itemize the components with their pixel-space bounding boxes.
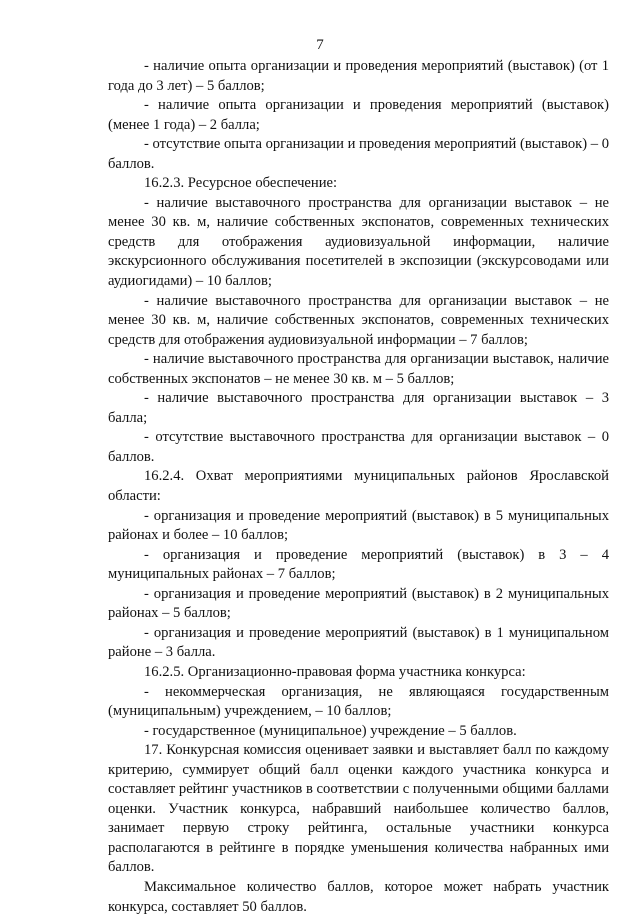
page-number: 7 — [316, 37, 324, 53]
paragraph-coverage-7-points: - организация и проведение мероприятий (выставок) в 3 – 4 муниципальных районах – 7 баллов; — [108, 546, 609, 583]
paragraph-max-points: Максимальное количество баллов, которое может набрать участник конкурса, составляет 50 баллов. — [108, 878, 609, 915]
paragraph-resources-10-points: - наличие выставочного пространства для организации выставок – не менее 30 кв. м, наличие собственных экспонатов, современных технических средств для отображения аудиовизуальной информации, наличие экскурсионного обслуживания посетителей в экспозиции (экскурсоводами или аудиогидами) – 10 баллов; — [108, 194, 609, 290]
paragraph-experience-1-3-years: - наличие опыта организации и проведения мероприятий (выставок) (от 1 года до 3 лет) – 5 баллов; — [108, 58, 609, 94]
section-heading-16-2-4: 16.2.4. Охват мероприятиями муниципальных районов Ярославской области: — [108, 468, 609, 505]
paragraph-resources-0-points: - отсутствие выставочного пространства для организации выставок – 0 баллов. — [108, 429, 609, 465]
paragraph-coverage-10-points: - организация и проведение мероприятий (выставок) в 5 муниципальных районах и более – 10 баллов; — [108, 507, 609, 544]
paragraph-resources-3-points: - наличие выставочного пространства для организации выставок – 3 балла; — [108, 390, 609, 426]
paragraph-experience-under-1-year: - наличие опыта организации и проведения мероприятий (выставок) (менее 1 года) – 2 балла; — [108, 97, 609, 133]
section-heading-16-2-3: 16.2.3. Ресурсное обеспечение: — [144, 175, 338, 192]
section-heading-16-2-5: 16.2.5. Организационно-правовая форма участника конкурса: — [144, 663, 526, 680]
paragraph-coverage-3-points: - организация и проведение мероприятий (выставок) в 1 муниципальном районе – 3 балла. — [108, 624, 609, 661]
paragraph-resources-7-points: - наличие выставочного пространства для организации выставок – не менее 30 кв. м, наличие собственных экспонатов, современных технических средств для отображения аудиовизуальной информации – 7 баллов; — [108, 292, 609, 348]
document-body — [108, 57, 609, 917]
paragraph-no-experience: - отсутствие опыта организации и проведения мероприятий (выставок) – 0 баллов. — [108, 136, 609, 172]
paragraph-section-17: 17. Конкурсная комиссия оценивает заявки и выставляет балл по каждому критерию, суммирует общий балл оценки каждого участника конкурса и составляет рейтинг участников в соответствии с полученными общими баллами оценки. Участник конкурса, набравший наибольшее количество баллов, занимает первую строку рейтинга, остальные участники конкурса располагаются в рейтинге в порядке уменьшения количества набранных ими баллов. — [108, 742, 609, 876]
paragraph-coverage-5-points: - организация и проведение мероприятий (выставок) в 2 муниципальных районах – 5 баллов; — [108, 585, 609, 622]
paragraph-resources-5-points: - наличие выставочного пространства для организации выставок, наличие собственных экспонатов – не менее 30 кв. м – 5 баллов; — [108, 351, 609, 387]
paragraph-state-institution-5-points: - государственное (муниципальное) учреждение – 5 баллов. — [144, 722, 517, 739]
paragraph-nonprofit-10-points: - некоммерческая организация, не являющаяся государственным (муниципальным) учреждением, – 10 баллов; — [108, 683, 609, 720]
